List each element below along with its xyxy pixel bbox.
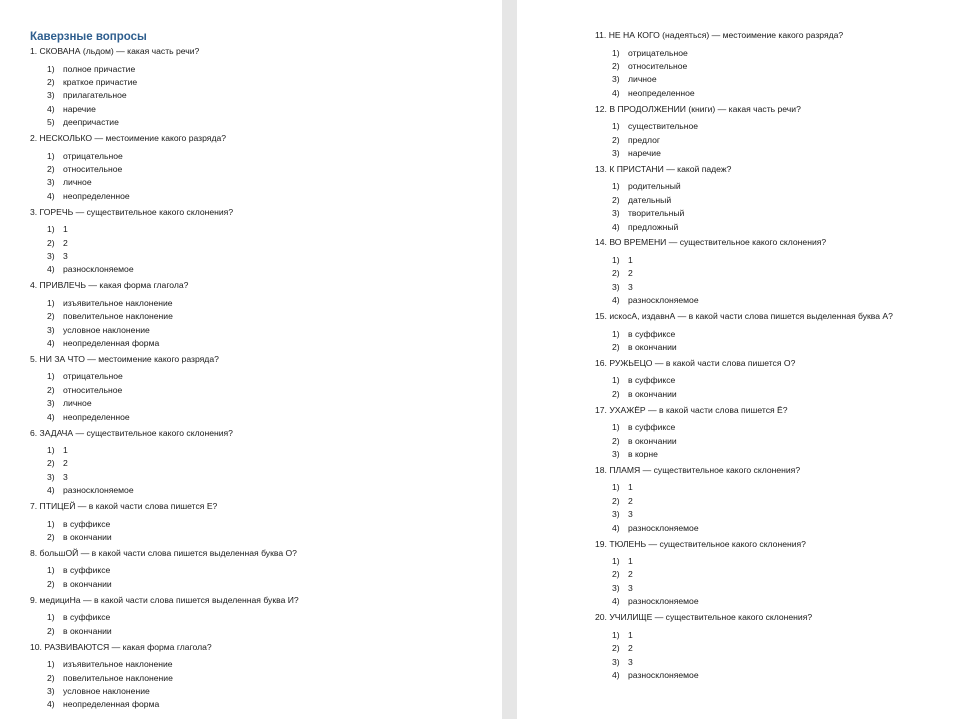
option-text: в суффиксе [628, 375, 676, 386]
option-text: прилагательное [63, 90, 127, 101]
option-number: 3) [47, 398, 55, 409]
answer-options [30, 223, 502, 277]
option-text: изъявительное наклонение [63, 297, 173, 308]
answer-option [30, 672, 502, 685]
answer-option [30, 397, 502, 410]
option-number: 2) [47, 237, 55, 248]
answer-option [595, 60, 965, 73]
option-number: 4) [47, 338, 55, 348]
option-number: 2) [612, 194, 620, 205]
answer-option [30, 384, 502, 397]
answer-options [595, 555, 965, 609]
question-12 [595, 103, 965, 161]
option-number: 1) [47, 224, 55, 235]
question-text: 17. УХАЖЁР — в какой части слова пишется Ё? [595, 404, 788, 415]
option-number: 3) [612, 656, 620, 667]
option-number: 1) [612, 556, 620, 567]
answer-option [595, 180, 965, 193]
question-6 [30, 427, 502, 498]
question-text: 1. СКОВАНА (льдом) — какая часть речи? [30, 46, 200, 56]
answer-option [595, 629, 965, 642]
question-9 [30, 594, 502, 638]
option-number: 2) [47, 625, 55, 636]
answer-options [595, 481, 965, 535]
option-text: в окончании [628, 342, 677, 352]
answer-option [30, 484, 502, 497]
questions-column-right [595, 29, 965, 682]
option-number: 4) [612, 87, 620, 98]
option-number: 4) [612, 596, 620, 607]
option-number: 3) [612, 449, 620, 460]
option-number: 2) [612, 435, 620, 446]
option-text: 2 [628, 268, 633, 279]
answer-option [30, 411, 502, 424]
answer-option [30, 176, 502, 189]
answer-option [30, 444, 502, 457]
option-text: существительное [628, 121, 699, 132]
answer-option [30, 116, 502, 129]
option-text: в суффиксе [628, 328, 676, 339]
option-text: 3 [63, 471, 68, 482]
option-number: 1) [47, 612, 55, 623]
answer-option [30, 150, 502, 163]
question-8 [30, 547, 502, 591]
option-text: 1 [63, 445, 68, 456]
answer-options [595, 629, 965, 683]
answer-options [30, 518, 502, 545]
option-text: 2 [63, 458, 68, 469]
answer-options [595, 328, 965, 355]
option-number: 3) [47, 90, 55, 101]
option-text: в суффиксе [63, 565, 111, 576]
option-text: изъявительное наклонение [63, 659, 173, 670]
answer-option [595, 341, 965, 354]
answer-option [30, 564, 502, 577]
answer-option [595, 642, 965, 655]
option-number: 1) [47, 445, 55, 456]
question-3 [30, 206, 502, 277]
question-text: 9. медициНа — в какой части слова пишется выделенная буква И? [30, 594, 299, 605]
question-10 [30, 641, 502, 712]
question-1 [30, 45, 502, 130]
answer-option [595, 328, 965, 341]
option-number: 2) [612, 569, 620, 580]
option-text: разносклоняемое [63, 264, 134, 275]
answer-options [30, 150, 502, 204]
option-text: полное причастие [63, 63, 136, 74]
option-text: в окончании [628, 435, 677, 446]
option-text: 2 [628, 569, 633, 580]
option-number: 3) [612, 208, 620, 219]
option-text: относительное [63, 163, 123, 174]
option-text: предлог [628, 134, 661, 145]
answer-option [30, 658, 502, 671]
question-text: 20. УЧИЛИЩЕ — существительное какого склонения? [595, 612, 813, 623]
question-text: 16. РУЖЬЕЦО — в какой части слова пишется О? [595, 357, 796, 368]
option-number: 2) [612, 342, 620, 352]
option-text: отрицательное [63, 371, 123, 382]
option-number: 2) [47, 384, 55, 395]
option-text: личное [63, 177, 92, 188]
option-number: 1) [47, 565, 55, 576]
question-text: 18. ПЛАМЯ — существительное какого склонения? [595, 464, 801, 475]
option-number: 3) [612, 74, 620, 85]
option-number: 2) [612, 495, 620, 506]
option-text: 3 [628, 281, 633, 292]
answer-options [30, 370, 502, 424]
answer-option [595, 254, 965, 267]
document-title: Каверзные вопросы [30, 31, 147, 43]
answer-option [30, 324, 502, 337]
question-text: 15. искосА, издавнА — в какой части слова пишется выделенная буква А? [595, 311, 893, 322]
answer-options [30, 297, 502, 351]
option-text: относительное [63, 384, 123, 395]
answer-option [30, 63, 502, 76]
option-number: 3) [47, 250, 55, 261]
option-text: личное [63, 398, 92, 409]
option-text: 1 [628, 254, 633, 265]
question-text: 5. НИ ЗА ЧТО — местоимение какого разряда? [30, 353, 219, 364]
question-18 [595, 464, 965, 535]
answer-option [595, 656, 965, 669]
question-7 [30, 500, 502, 544]
answer-options [30, 658, 502, 712]
answer-option [595, 595, 965, 608]
option-number: 1) [47, 63, 55, 74]
answer-options [595, 254, 965, 308]
option-number: 4) [47, 190, 55, 201]
option-text: разносклоняемое [63, 485, 134, 496]
option-number: 1) [47, 297, 55, 308]
option-text: творительный [628, 208, 685, 219]
answer-options [595, 374, 965, 401]
option-number: 3) [612, 509, 620, 520]
answer-option [30, 685, 502, 698]
answer-option [595, 435, 965, 448]
answer-option [30, 578, 502, 591]
option-text: неопределенная форма [63, 338, 160, 348]
answer-option [595, 87, 965, 100]
answer-options [30, 63, 502, 130]
option-text: в окончании [63, 578, 112, 589]
option-number: 4) [612, 295, 620, 306]
option-text: относительное [628, 60, 688, 71]
option-number: 1) [612, 328, 620, 339]
option-text: личное [628, 74, 657, 85]
option-number: 1) [612, 422, 620, 433]
option-text: 3 [63, 250, 68, 261]
option-number: 3) [612, 147, 620, 158]
option-number: 3) [47, 177, 55, 188]
answer-options [30, 564, 502, 591]
question-text: 14. ВО ВРЕМЕНИ — существительное какого склонения? [595, 237, 827, 248]
answer-option [30, 237, 502, 250]
option-text: в суффиксе [63, 612, 111, 623]
option-number: 1) [47, 371, 55, 382]
answer-option [30, 337, 502, 350]
option-number: 1) [612, 121, 620, 132]
question-14 [595, 236, 965, 307]
question-text: 11. НЕ НА КОГО (надеяться) — местоимение какого разряда? [595, 30, 844, 40]
option-text: 1 [628, 556, 633, 567]
option-text: наречие [628, 147, 661, 158]
question-text: 12. В ПРОДОЛЖЕНИИ (книги) — какая часть речи? [595, 103, 801, 114]
answer-option [595, 448, 965, 461]
option-text: условное наклонение [63, 324, 150, 335]
option-text: условное наклонение [63, 685, 150, 696]
option-text: деепричастие [63, 117, 119, 128]
question-11 [595, 29, 965, 100]
answer-option [595, 568, 965, 581]
option-number: 4) [47, 485, 55, 496]
answer-options [595, 47, 965, 101]
answer-option [595, 194, 965, 207]
option-text: разносклоняемое [628, 295, 699, 306]
option-number: 2) [47, 311, 55, 322]
option-number: 2) [47, 532, 55, 543]
option-text: неопределенное [628, 87, 695, 98]
question-text: 7. ПТИЦЕЙ — в какой части слова пишется Е? [30, 501, 218, 512]
answer-option [30, 471, 502, 484]
answer-options [595, 120, 965, 160]
option-number: 1) [47, 659, 55, 670]
question-text: 2. НЕСКОЛЬКО — местоимение какого разряда? [30, 133, 227, 144]
question-text: 10. РАЗВИВАЮТСЯ — какая форма глагола? [30, 641, 212, 652]
answer-options [30, 444, 502, 498]
option-number: 1) [612, 47, 620, 58]
question-5 [30, 353, 502, 424]
answer-option [595, 47, 965, 60]
answer-option [595, 147, 965, 160]
answer-option [595, 669, 965, 682]
option-number: 2) [612, 643, 620, 654]
question-text: 13. К ПРИСТАНИ — какой падеж? [595, 163, 732, 174]
option-number: 3) [612, 582, 620, 593]
answer-option [30, 263, 502, 276]
option-text: 3 [628, 509, 633, 520]
option-number: 1) [612, 482, 620, 493]
answer-option [30, 518, 502, 531]
answer-option [595, 120, 965, 133]
option-text: разносклоняемое [628, 669, 699, 680]
answer-option [30, 457, 502, 470]
answer-option [595, 73, 965, 86]
option-number: 2) [612, 134, 620, 145]
answer-option [595, 134, 965, 147]
answer-option [595, 267, 965, 280]
answer-option [595, 388, 965, 401]
question-text: 4. ПРИВЛЕЧЬ — какая форма глагола? [30, 280, 189, 291]
option-number: 1) [47, 518, 55, 529]
option-number: 2) [47, 578, 55, 589]
option-number: 4) [47, 699, 55, 710]
questions-column-left [30, 45, 502, 712]
option-number: 2) [47, 163, 55, 174]
answer-option [30, 310, 502, 323]
option-text: неопределенное [63, 190, 130, 201]
option-number: 4) [47, 264, 55, 275]
option-number: 4) [47, 103, 55, 114]
option-text: отрицательное [628, 47, 688, 58]
answer-option [30, 89, 502, 102]
option-text: дательный [628, 194, 672, 205]
option-text: разносклоняемое [628, 522, 699, 533]
option-text: предложный [628, 221, 679, 232]
option-text: 2 [63, 237, 68, 248]
option-text: в окончании [628, 388, 677, 399]
question-16 [595, 357, 965, 401]
answer-option [595, 522, 965, 535]
option-text: 2 [628, 643, 633, 654]
answer-option [30, 190, 502, 203]
option-text: 3 [628, 582, 633, 593]
answer-options [30, 611, 502, 638]
option-text: краткое причастие [63, 76, 138, 87]
option-text: отрицательное [63, 150, 123, 161]
answer-option [30, 76, 502, 89]
question-20 [595, 611, 965, 682]
answer-option [30, 531, 502, 544]
answer-option [595, 555, 965, 568]
option-number: 2) [47, 672, 55, 683]
answer-option [30, 103, 502, 116]
question-text: 6. ЗАДАЧА — существительное какого склонения? [30, 427, 233, 438]
option-text: неопределенное [63, 411, 130, 422]
answer-options [595, 421, 965, 461]
option-number: 4) [612, 669, 620, 680]
option-text: в суффиксе [628, 422, 676, 433]
option-number: 2) [612, 60, 620, 71]
answer-option [30, 625, 502, 638]
option-text: наречие [63, 103, 96, 114]
option-number: 2) [612, 268, 620, 279]
question-text: 8. большОЙ — в какой части слова пишется выделенная буква О? [30, 547, 297, 558]
option-text: повелительное наклонение [63, 311, 173, 322]
answer-option [595, 221, 965, 234]
option-number: 1) [612, 254, 620, 265]
option-text: повелительное наклонение [63, 672, 173, 683]
option-text: в суффиксе [63, 518, 111, 529]
answer-option [30, 370, 502, 383]
answer-option [30, 223, 502, 236]
option-text: 2 [628, 495, 633, 506]
option-number: 4) [47, 411, 55, 422]
answer-option [595, 207, 965, 220]
answer-option [595, 508, 965, 521]
answer-option [30, 297, 502, 310]
option-text: разносклоняемое [628, 596, 699, 607]
question-text: 19. ТЮЛЕНЬ — существительное какого склонения? [595, 538, 806, 549]
answer-option [30, 163, 502, 176]
option-number: 1) [612, 375, 620, 386]
option-text: 1 [628, 482, 633, 493]
option-number: 3) [47, 324, 55, 335]
option-number: 4) [612, 522, 620, 533]
option-text: 3 [628, 656, 633, 667]
option-text: в окончании [63, 532, 112, 543]
option-number: 3) [47, 685, 55, 696]
answer-option [30, 698, 502, 711]
option-text: 1 [628, 629, 633, 640]
answer-option [595, 374, 965, 387]
option-text: родительный [628, 181, 681, 192]
answer-option [30, 250, 502, 263]
answer-option [595, 294, 965, 307]
answer-option [595, 281, 965, 294]
question-15 [595, 310, 965, 354]
answer-option [595, 495, 965, 508]
question-17 [595, 404, 965, 462]
option-number: 4) [612, 221, 620, 232]
option-text: в окончании [63, 625, 112, 636]
page-right [517, 0, 965, 719]
option-text: 1 [63, 224, 68, 235]
option-number: 3) [47, 471, 55, 482]
answer-option [30, 611, 502, 624]
question-2 [30, 132, 502, 203]
option-number: 3) [612, 281, 620, 292]
answer-options [595, 180, 965, 234]
option-text: неопределенная форма [63, 699, 160, 710]
question-13 [595, 163, 965, 234]
option-number: 2) [47, 76, 55, 87]
answer-option [595, 481, 965, 494]
option-number: 1) [612, 629, 620, 640]
question-19 [595, 538, 965, 609]
option-number: 5) [47, 117, 55, 128]
question-text: 3. ГОРЕЧЬ — существительное какого склонения? [30, 206, 234, 217]
option-number: 1) [612, 181, 620, 192]
answer-option [595, 421, 965, 434]
answer-option [595, 582, 965, 595]
option-number: 2) [47, 458, 55, 469]
option-number: 1) [47, 150, 55, 161]
option-text: в корне [628, 449, 658, 460]
question-4 [30, 279, 502, 350]
option-number: 2) [612, 388, 620, 399]
